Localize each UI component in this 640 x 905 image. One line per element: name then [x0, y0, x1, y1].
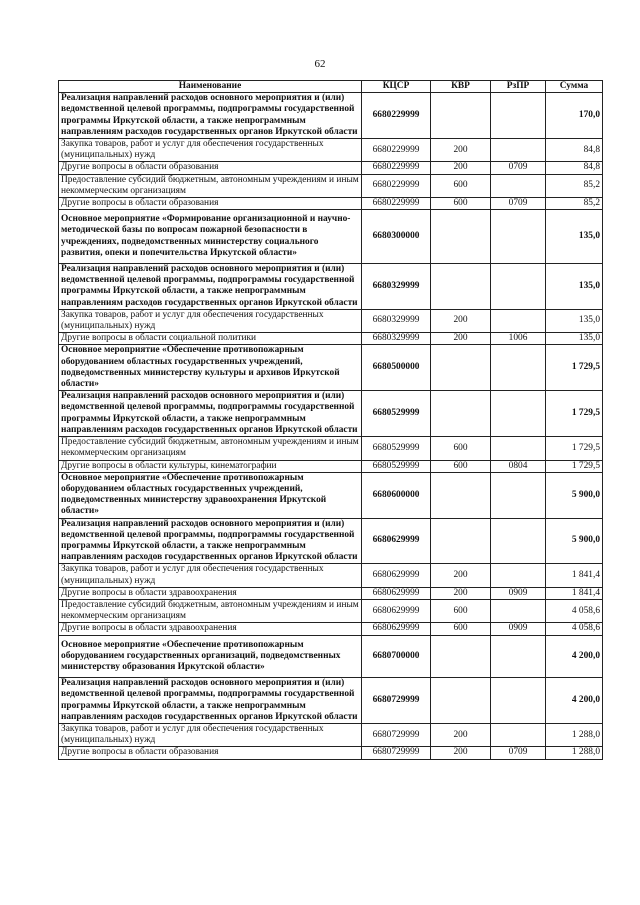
- row-sum-cell: 4 058,6: [546, 599, 603, 622]
- row-kcsr-cell: 6680229999: [362, 162, 431, 174]
- table-row: [59, 391, 603, 437]
- row-rzpr-cell: [491, 635, 546, 678]
- row-kvr-cell: 200: [431, 723, 491, 746]
- row-rzpr-cell: [491, 518, 546, 564]
- row-name-cell: Основное мероприятие «Обеспечение противопожарным оборудованием областных государственных учреждений, подведомственных министерству культуры и архивов Иркутской области»: [59, 345, 362, 391]
- row-rzpr-cell: [491, 437, 546, 460]
- row-kcsr-cell: 6680729999: [362, 747, 431, 759]
- table-row: [59, 309, 603, 332]
- row-sum-cell: 1 729,5: [546, 345, 603, 391]
- row-kcsr-cell: 6680329999: [362, 333, 431, 345]
- table-row: [59, 599, 603, 622]
- row-kcsr-cell: 6680729999: [362, 678, 431, 724]
- row-rzpr-cell: [491, 264, 546, 310]
- row-kvr-cell: [431, 93, 491, 139]
- row-kcsr-cell: 6680329999: [362, 264, 431, 310]
- row-kvr-cell: 200: [431, 747, 491, 759]
- table-body: [59, 93, 603, 759]
- table-row: [59, 93, 603, 139]
- row-name-cell: Реализация направлений расходов основного мероприятия и (или) ведомственной целевой программы, подпрограммы государственной программы Иркутской области, а также непрограммным направлениям расходов государственных органов Иркутской области: [59, 391, 362, 437]
- row-kcsr-cell: 6680229999: [362, 198, 431, 210]
- row-name-cell: Предоставление субсидий бюджетным, автономным учреждениям и иным некоммерческим организациям: [59, 174, 362, 197]
- row-kvr-cell: 600: [431, 198, 491, 210]
- row-sum-cell: 5 900,0: [546, 472, 603, 518]
- row-rzpr-cell: [491, 723, 546, 746]
- row-kvr-cell: 200: [431, 587, 491, 599]
- table-row: [59, 437, 603, 460]
- row-sum-cell: 4 058,6: [546, 623, 603, 635]
- table-row: [59, 210, 603, 264]
- row-kvr-cell: [431, 635, 491, 678]
- table-row: [59, 198, 603, 210]
- table-row: [59, 174, 603, 197]
- row-kvr-cell: 600: [431, 460, 491, 472]
- header-kvr: КВР: [431, 81, 491, 93]
- row-sum-cell: 1 288,0: [546, 723, 603, 746]
- row-kcsr-cell: 6680529999: [362, 460, 431, 472]
- header-name: Наименование: [59, 81, 362, 93]
- row-kcsr-cell: 6680629999: [362, 623, 431, 635]
- row-rzpr-cell: [491, 391, 546, 437]
- budget-table: [58, 80, 603, 760]
- page-number: 62: [314, 58, 326, 70]
- header-row: [59, 81, 603, 93]
- row-rzpr-cell: 0709: [491, 162, 546, 174]
- row-name-cell: Другие вопросы в области образования: [59, 198, 362, 210]
- table-row: [59, 518, 603, 564]
- row-kvr-cell: [431, 518, 491, 564]
- row-kcsr-cell: 6680629999: [362, 518, 431, 564]
- row-kvr-cell: [431, 264, 491, 310]
- row-kcsr-cell: 6680529999: [362, 437, 431, 460]
- row-name-cell: Другие вопросы в области образования: [59, 747, 362, 759]
- row-sum-cell: 1 729,5: [546, 391, 603, 437]
- row-kvr-cell: 200: [431, 162, 491, 174]
- row-name-cell: Другие вопросы в области здравоохранения: [59, 623, 362, 635]
- row-sum-cell: 84,8: [546, 139, 603, 162]
- row-rzpr-cell: [491, 93, 546, 139]
- row-kvr-cell: 600: [431, 599, 491, 622]
- row-rzpr-cell: 0909: [491, 623, 546, 635]
- row-sum-cell: 85,2: [546, 198, 603, 210]
- row-sum-cell: 1 729,5: [546, 460, 603, 472]
- table-row: [59, 623, 603, 635]
- row-rzpr-cell: 0909: [491, 587, 546, 599]
- row-kcsr-cell: 6680300000: [362, 210, 431, 264]
- row-rzpr-cell: 0709: [491, 198, 546, 210]
- row-kcsr-cell: 6680700000: [362, 635, 431, 678]
- row-sum-cell: 170,0: [546, 93, 603, 139]
- row-kvr-cell: 200: [431, 333, 491, 345]
- row-name-cell: Закупка товаров, работ и услуг для обеспечения государственных (муниципальных) нужд: [59, 309, 362, 332]
- row-name-cell: Закупка товаров, работ и услуг для обеспечения государственных (муниципальных) нужд: [59, 139, 362, 162]
- table-row: [59, 472, 603, 518]
- header-rzpr: РзПР: [491, 81, 546, 93]
- row-name-cell: Закупка товаров, работ и услуг для обеспечения государственных (муниципальных) нужд: [59, 723, 362, 746]
- row-name-cell: Закупка товаров, работ и услуг для обеспечения государственных (муниципальных) нужд: [59, 564, 362, 587]
- row-sum-cell: 135,0: [546, 333, 603, 345]
- row-sum-cell: 84,8: [546, 162, 603, 174]
- row-kcsr-cell: 6680629999: [362, 564, 431, 587]
- row-kvr-cell: 600: [431, 623, 491, 635]
- row-kcsr-cell: 6680600000: [362, 472, 431, 518]
- row-rzpr-cell: [491, 174, 546, 197]
- row-kvr-cell: 200: [431, 564, 491, 587]
- row-name-cell: Реализация направлений расходов основного мероприятия и (или) ведомственной целевой программы, подпрограммы государственной программы Иркутской области, а также непрограммным направлениям расходов государственных органов Иркутской области: [59, 264, 362, 310]
- table-row: [59, 333, 603, 345]
- row-kvr-cell: 600: [431, 174, 491, 197]
- row-sum-cell: 1 841,4: [546, 564, 603, 587]
- row-kcsr-cell: 6680229999: [362, 139, 431, 162]
- row-sum-cell: 135,0: [546, 309, 603, 332]
- row-kcsr-cell: 6680529999: [362, 391, 431, 437]
- row-name-cell: Другие вопросы в области культуры, кинематографии: [59, 460, 362, 472]
- row-sum-cell: 135,0: [546, 210, 603, 264]
- row-kvr-cell: [431, 345, 491, 391]
- row-kcsr-cell: 6680629999: [362, 599, 431, 622]
- row-name-cell: Основное мероприятие «Формирование организационной и научно-методической базы по вопросам пожарной безопасности в учреждениях, подведомственных министерству социального развития, опеки и попечительства Иркутской области»: [59, 210, 362, 264]
- row-name-cell: Другие вопросы в области социальной политики: [59, 333, 362, 345]
- table-row: [59, 587, 603, 599]
- row-kcsr-cell: 6680500000: [362, 345, 431, 391]
- row-name-cell: Реализация направлений расходов основного мероприятия и (или) ведомственной целевой программы, подпрограммы государственной программы Иркутской области, а также непрограммным направлениям расходов государственных органов Иркутской области: [59, 93, 362, 139]
- row-name-cell: Другие вопросы в области здравоохранения: [59, 587, 362, 599]
- table-header: [59, 81, 603, 93]
- table-row: [59, 747, 603, 759]
- row-kcsr-cell: 6680329999: [362, 309, 431, 332]
- row-kvr-cell: 200: [431, 309, 491, 332]
- row-rzpr-cell: [491, 345, 546, 391]
- row-rzpr-cell: [491, 210, 546, 264]
- row-sum-cell: 1 841,4: [546, 587, 603, 599]
- table-row: [59, 264, 603, 310]
- row-rzpr-cell: [491, 309, 546, 332]
- row-rzpr-cell: [491, 564, 546, 587]
- row-kcsr-cell: 6680729999: [362, 723, 431, 746]
- row-sum-cell: 4 200,0: [546, 635, 603, 678]
- row-rzpr-cell: [491, 139, 546, 162]
- row-sum-cell: 4 200,0: [546, 678, 603, 724]
- table-row: [59, 139, 603, 162]
- row-name-cell: Реализация направлений расходов основного мероприятия и (или) ведомственной целевой программы, подпрограммы государственной программы Иркутской области, а также непрограммным направлениям расходов государственных органов Иркутской области: [59, 678, 362, 724]
- row-name-cell: Реализация направлений расходов основного мероприятия и (или) ведомственной целевой программы, подпрограммы государственной программы Иркутской области, а также непрограммным направлениям расходов государственных органов Иркутской области: [59, 518, 362, 564]
- row-name-cell: Основное мероприятие «Обеспечение противопожарным оборудованием областных государственных учреждений, подведомственных министерству здравоохранения Иркутской области»: [59, 472, 362, 518]
- row-kvr-cell: 600: [431, 437, 491, 460]
- row-name-cell: Предоставление субсидий бюджетным, автономным учреждениям и иным некоммерческим организациям: [59, 599, 362, 622]
- header-kcsr: КЦСР: [362, 81, 431, 93]
- table-row: [59, 564, 603, 587]
- table-row: [59, 345, 603, 391]
- table-row: [59, 723, 603, 746]
- row-rzpr-cell: 1006: [491, 333, 546, 345]
- table-row: [59, 460, 603, 472]
- row-name-cell: Другие вопросы в области образования: [59, 162, 362, 174]
- row-name-cell: Предоставление субсидий бюджетным, автономным учреждениям и иным некоммерческим организациям: [59, 437, 362, 460]
- row-kvr-cell: [431, 391, 491, 437]
- row-sum-cell: 5 900,0: [546, 518, 603, 564]
- row-kcsr-cell: 6680229999: [362, 174, 431, 197]
- table-row: [59, 678, 603, 724]
- row-rzpr-cell: 0709: [491, 747, 546, 759]
- header-sum: Сумма: [546, 81, 603, 93]
- table-row: [59, 635, 603, 678]
- row-kvr-cell: [431, 210, 491, 264]
- row-rzpr-cell: [491, 472, 546, 518]
- row-kcsr-cell: 6680229999: [362, 93, 431, 139]
- row-sum-cell: 85,2: [546, 174, 603, 197]
- row-name-cell: Основное мероприятие «Обеспечение противопожарным оборудованием государственных организаций, подведомственных министерству образования Иркутской области»: [59, 635, 362, 678]
- row-sum-cell: 1 288,0: [546, 747, 603, 759]
- row-rzpr-cell: [491, 678, 546, 724]
- row-kvr-cell: [431, 472, 491, 518]
- row-rzpr-cell: 0804: [491, 460, 546, 472]
- row-sum-cell: 135,0: [546, 264, 603, 310]
- row-kvr-cell: 200: [431, 139, 491, 162]
- row-kcsr-cell: 6680629999: [362, 587, 431, 599]
- row-sum-cell: 1 729,5: [546, 437, 603, 460]
- row-rzpr-cell: [491, 599, 546, 622]
- table-row: [59, 162, 603, 174]
- row-kvr-cell: [431, 678, 491, 724]
